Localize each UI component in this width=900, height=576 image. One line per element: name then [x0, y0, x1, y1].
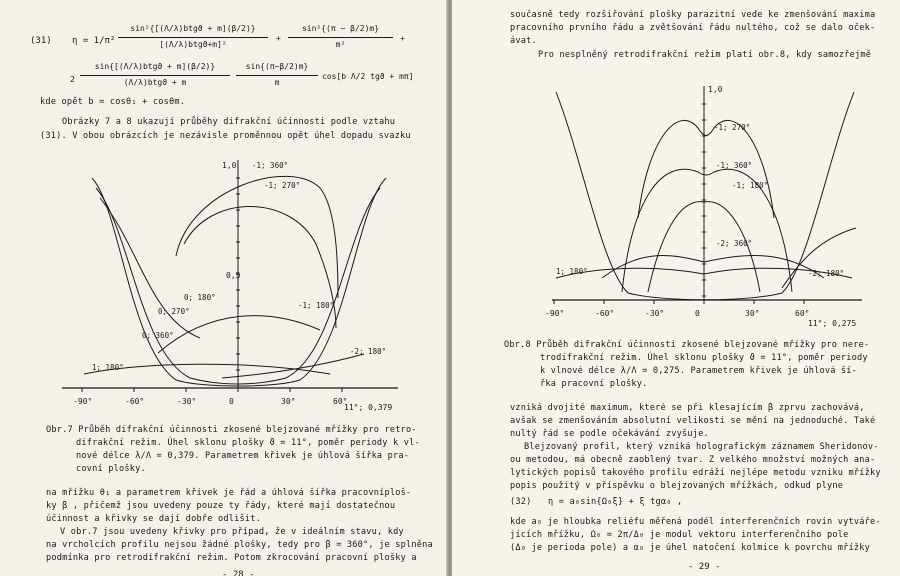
figure-8-caption-line: Obr.8 Průběh difrakční účinnosti zkosené blejzované mřížky pro nere- [504, 340, 870, 350]
equation-31-denominator-4: m [274, 78, 280, 87]
curve-0-180 [100, 198, 200, 338]
paragraph-line: pracovního prvního řádu a zvětšování řádu nultého, což se dalo oček- [510, 23, 876, 33]
equation-31-numerator-4: sin{(π−β/2)m} [245, 62, 309, 71]
x-tick-label: 60° [333, 397, 348, 406]
paragraph-line: lytických popisů takového profilu edráží nejlépe metodu vzniku mřížky [510, 468, 881, 478]
equation-31-denominator-2: m² [335, 40, 346, 49]
paragraph-line: V obr.7 jsou uvedeny křivky pro případ, že v ideálním stavu, kdy [60, 527, 404, 537]
curve-m1-180 [158, 316, 320, 353]
equation-31-numerator-2: sin²{(π − β/2)m} [301, 24, 380, 33]
paragraph-line: současně tedy rozšiřování plošky parazitní vede ke zmenšování maxima [510, 10, 876, 20]
curve-label: 0; 270° [158, 307, 190, 316]
curve-m1-360 [176, 176, 338, 298]
figure-8-caption-line: k vlnové délce λ/Λ = 0,275. Parametrem křivek je úhlová ší- [540, 366, 858, 376]
x-tick-label: 30° [281, 397, 296, 406]
paragraph-line: vzniká dvojité maximum, které se při klesajícím β zprvu zachovává, [510, 403, 865, 413]
curve-label: -1; 360° [252, 161, 289, 170]
figure-7-caption-line: difrakční režim. Úhel sklonu plošky ϑ = 11°, poměr periody k vl- [76, 438, 420, 448]
paragraph-line: Obrázky 7 a 8 ukazují průběhy difrakční účinnosti podle vztahu [62, 117, 396, 127]
figure-8-caption-line: trodifrakční režim. Úhel sklonu plošky ϑ = 11°, poměr periody [540, 353, 868, 363]
curve-label: 0; 180° [184, 293, 216, 302]
figure-7-caption-line: covní plošky. [76, 464, 146, 474]
page-number: - 29 - [688, 562, 721, 572]
x-tick-label: 0 [695, 309, 700, 318]
where-line: kde opět b = cosθ₁ + cosθm. [40, 97, 186, 107]
equation-31-number: (31) [30, 36, 52, 46]
curve-label: -2; 180° [808, 269, 845, 278]
y-max-label: 1,0 [708, 85, 723, 94]
curve-label: -1; 180° [732, 181, 769, 190]
left-page [0, 0, 448, 576]
x-tick-label: 30° [745, 309, 760, 318]
paragraph-line: ávat. [510, 36, 537, 46]
curve-label: -1; 180° [298, 301, 335, 310]
paragraph-line: ky β , přičemž jsou uvedeny pouze ty řády, které mají dostatečnou [46, 501, 396, 511]
paragraph-line: Pro nesplněný retrodifrakční režim platí obr.8, kdy samozřejmě [538, 50, 872, 60]
paragraph-line: účinnost a křivky se dají dobře odlišit. [46, 514, 261, 524]
curve-m2-180 [782, 228, 856, 288]
curve-label: -2; 360° [716, 239, 753, 248]
equation-31-coefficient: 2 [70, 75, 75, 84]
x-tick-label: -30° [177, 397, 197, 406]
plus-sign: + [400, 34, 405, 43]
curve-label: -1; 270° [714, 123, 751, 132]
figure-8-chart [452, 78, 900, 336]
curve-m2-360 [602, 255, 824, 278]
figure-7-caption-line: Obr.7 Průběh difrakční účinnosti zkosené blejzované mřížky pro retro- [46, 425, 417, 435]
paragraph-line: (Δ₀ je perioda pole) a α₀ je úhel natočení kolmice k povrchu mřížky [510, 543, 871, 553]
x-tick-label: -30° [645, 309, 665, 318]
parameter-label: 11°; 0,275 [808, 319, 857, 328]
paragraph-line: nultý řád se podle očekávání zvyšuje. [510, 429, 709, 439]
paragraph-line: ou metodou, má obecně zaoblený tvar. Z velkého množství možných ana- [510, 455, 876, 465]
paragraph-line: avšak se zmenšováním absolutní velikosti se mění na jednoduché. Také [510, 416, 876, 426]
plus-sign: + [276, 34, 281, 43]
fraction-bar [118, 37, 268, 38]
fraction-bar [80, 75, 230, 76]
equation-31-numerator-3: sin{[(Λ/λ)btgϑ + m](β/2)} [94, 62, 216, 71]
parameter-label: 11°; 0,379 [344, 403, 393, 412]
curve-label: 1; 180° [556, 267, 588, 276]
x-tick-label: -60° [125, 397, 145, 406]
curve-label: -1; 360° [716, 161, 753, 170]
equation-31-numerator-1: sin²{[(Λ/λ)btgϑ + m](β/2)} [130, 24, 256, 33]
x-tick-label: 0 [229, 397, 234, 406]
paragraph-line: (31). V obou obrázcích je nezávisle proměnnou opět úhel dopadu svazku [40, 131, 411, 141]
x-tick-label: -90° [545, 309, 565, 318]
paragraph-line: na vrcholcích profilu nejsou žádné plošky, tedy pro β = 360°, je splněna [46, 540, 433, 550]
paragraph-line: jících mřížku, Ω₀ = 2π/Δ₀ je modul vektoru interferenčního pole [510, 530, 849, 540]
curve-m1-270 [638, 120, 774, 218]
x-tick-label: -60° [595, 309, 615, 318]
figure-7-chart [0, 148, 448, 418]
paragraph-line: kde a₀ je hloubka reliéfu měřená podél interferenčních rovin vytváře- [510, 517, 881, 527]
fraction-bar [236, 75, 318, 76]
paragraph-line: podmínka pro retrodifrakční režim. Potom zkrocování pracovní plošky a [46, 553, 417, 563]
equation-31-denominator-1: [(Λ/λ)btgϑ+m]² [159, 40, 227, 49]
curve-label: -1; 270° [264, 181, 301, 190]
curve-0-360 [92, 178, 386, 386]
curve-label: 1; 180° [92, 363, 124, 372]
equation-32-body: η = a₀sin{Ω₀ξ} + ξ tgα₀ , [548, 497, 683, 507]
right-page [452, 0, 900, 576]
paragraph-line: popis použitý v příspěvku o blejzovaných mřížkách, odkud plyne [510, 481, 844, 491]
equation-31-tail: cos[b Λ/2 tgϑ + mπ] [322, 72, 414, 81]
y-max-label: 1,0 [222, 161, 237, 170]
curve-m2-180 [222, 354, 364, 378]
figure-8-caption-line: řka pracovní plošky. [540, 379, 648, 389]
paragraph-line: Blejzovaný profil, který vzniká holografickým záznamem Sheridonov- [524, 442, 879, 452]
curve-label: 0; 360° [142, 331, 174, 340]
figure-7-caption-line: nové délce λ/Λ = 0,379. Parametrem křivek je úhlová šířka pra- [76, 451, 410, 461]
x-tick-label: 60° [795, 309, 810, 318]
y-mid-label: 0,5 [226, 271, 241, 280]
curve-label: -2; 180° [350, 347, 387, 356]
equation-32-number: (32) [510, 497, 532, 507]
page-number: - 28 - [222, 570, 255, 576]
equation-31-denominator-3: (Λ/λ)btgϑ + m [123, 78, 187, 87]
paragraph-line: na mřížku θ₁ a parametrem křivek je řád a úhlová šířka pracovníploš- [46, 488, 412, 498]
fraction-bar [288, 37, 393, 38]
equation-31-lhs: η = 1/π² [72, 36, 116, 46]
x-tick-label: -90° [73, 397, 93, 406]
